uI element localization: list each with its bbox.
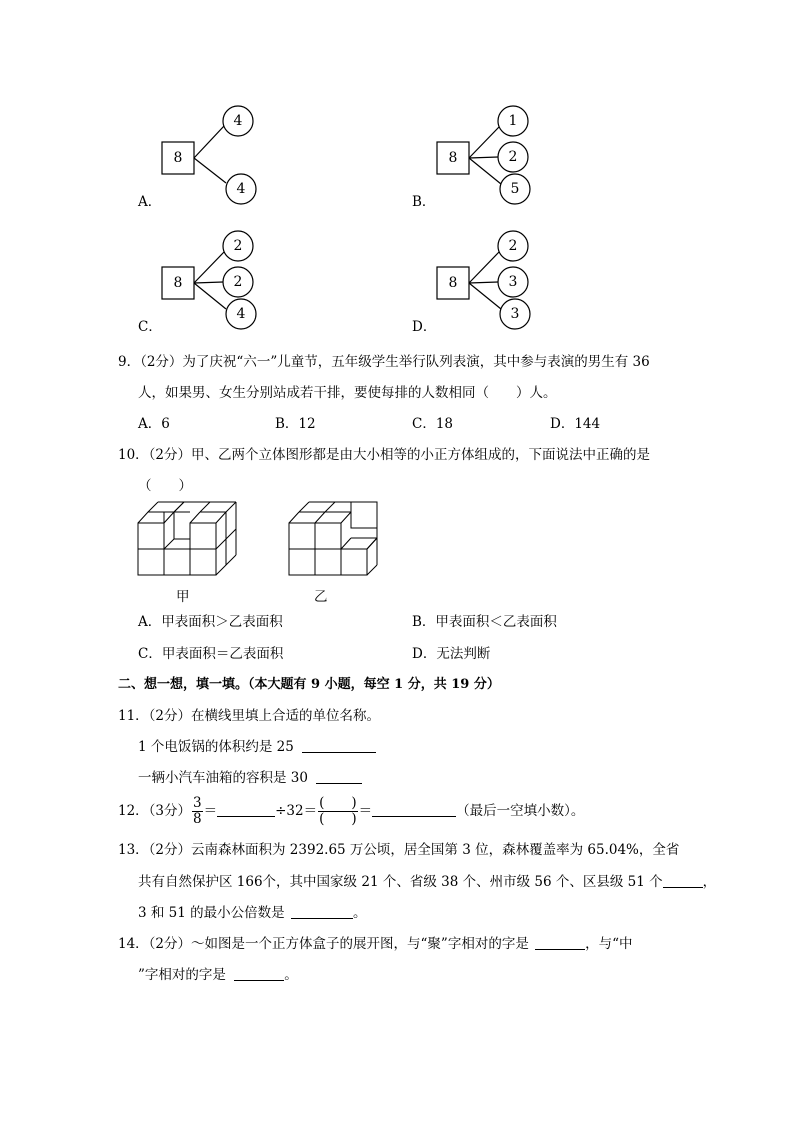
q11-item2 xyxy=(138,769,362,787)
q10-figure-label-jia: 甲 xyxy=(176,589,190,605)
q9-option-c: C．18 xyxy=(412,416,454,432)
fraction-numerator-blank[interactable]: ( ) xyxy=(319,795,357,811)
circle-value: 3 xyxy=(508,274,518,290)
square-value: 8 xyxy=(448,150,458,166)
q13-line3-end: 。 xyxy=(352,905,367,921)
answer-blank[interactable] xyxy=(234,966,284,981)
q11-item1-text: 1 个电饭锅的体积约是 25 xyxy=(138,739,294,755)
answer-blank[interactable] xyxy=(663,873,703,888)
circle-value: 3 xyxy=(510,306,520,322)
figure-jia xyxy=(138,502,236,575)
q11-item2-text: 一辆小汽车油箱的容积是 30 xyxy=(138,770,308,786)
answer-blank[interactable] xyxy=(302,738,376,753)
q13-line2-text: 共有自然保护区 166个，其中国家级 21 个、省级 38 个、州市级 56 个、区县级 51 个 xyxy=(138,874,663,890)
option-d-label: D． xyxy=(412,319,437,335)
q14-line1 xyxy=(118,935,633,953)
fraction-3-8 xyxy=(192,796,203,827)
q10-option-c: C．甲表面积＝乙表面积 xyxy=(138,646,284,662)
circle-value: 1 xyxy=(508,113,518,129)
q10-option-a: A．甲表面积＞乙表面积 xyxy=(138,614,283,630)
q9-stem-line1: 9．（2分）为了庆祝“六一”儿童节，五年级学生举行队列表演，其中参与表演的男生有 36 xyxy=(118,354,650,370)
equals-sign: ＝ xyxy=(203,803,218,819)
circle-value: 4 xyxy=(236,181,246,197)
q13-line2-end: ， xyxy=(702,874,717,890)
q10-figure-label-yi: 乙 xyxy=(314,589,328,605)
q13-line3-text: 3 和 51 的最小公倍数是 xyxy=(138,905,285,921)
q10-stem-line2: （ ） xyxy=(138,478,192,494)
q9-stem-line2: 人，如果男、女生分别站成若干排，要使每排的人数相同（ ）人。 xyxy=(138,385,557,401)
circle-value: 2 xyxy=(233,274,243,290)
q13-line3 xyxy=(138,904,366,922)
option-b-label: B． xyxy=(412,194,436,210)
q10-option-d: D．无法判断 xyxy=(412,646,491,662)
answer-blank[interactable] xyxy=(372,802,456,817)
option-a-label: A． xyxy=(138,194,162,210)
circle-value: 4 xyxy=(236,306,246,322)
q9-option-b: B．12 xyxy=(275,416,316,432)
q11-item1 xyxy=(138,738,376,756)
q14-line2 xyxy=(138,966,298,984)
fraction-denominator: 8 xyxy=(193,811,202,827)
answer-blank[interactable] xyxy=(291,904,353,919)
answer-blank[interactable] xyxy=(217,802,275,817)
fraction-denominator-blank[interactable]: ( ) xyxy=(319,811,357,827)
circle-value: 5 xyxy=(510,181,520,197)
q10-stem-line1: 10．（2分）甲、乙两个立体图形都是由大小相等的小正方体组成的，下面说法中正确的是 xyxy=(118,447,651,463)
option-c-label: C． xyxy=(138,319,162,335)
circle-value: 2 xyxy=(508,149,518,165)
q8-diagrams xyxy=(0,0,794,340)
square-value: 8 xyxy=(173,275,183,291)
circle-value: 4 xyxy=(233,113,243,129)
square-value: 8 xyxy=(173,150,183,166)
q13-line1: 13．（2分）云南森林面积为 2392.65 万公顷，居全国第 3 位，森林覆盖率为 65.04%，全省 xyxy=(118,842,680,858)
answer-blank[interactable] xyxy=(535,935,585,950)
q10-option-b: B．甲表面积＜乙表面积 xyxy=(412,614,557,630)
q12-suffix: （最后一空填小数）。 xyxy=(456,803,585,819)
fraction-numerator: 3 xyxy=(193,795,202,811)
q14-line1-mid: ，与“中 xyxy=(585,936,633,952)
q9-option-a: A．6 xyxy=(138,416,170,432)
section-heading: 二、想一想，填一填。（本大题有 9 小题，每空 1 分，共 19 分） xyxy=(118,677,500,692)
q14-line1-text: 14．（2分）～如图是一个正方体盒子的展开图，与“聚”字相对的字是 xyxy=(118,936,529,952)
q13-line2 xyxy=(138,873,716,891)
q11-stem: 11．（2分）在横线里填上合适的单位名称。 xyxy=(118,708,381,724)
circle-value: 2 xyxy=(233,238,243,254)
circle-value: 2 xyxy=(508,238,518,254)
q9-option-d: D．144 xyxy=(550,416,601,432)
equals-sign: ＝ xyxy=(358,803,373,819)
q12-line xyxy=(118,794,584,828)
divide-32: ÷32＝ xyxy=(275,803,318,819)
q14-line2-end: 。 xyxy=(284,967,298,983)
q10-cube-figures xyxy=(0,490,794,590)
square-value: 8 xyxy=(448,275,458,291)
fraction-blank[interactable] xyxy=(318,796,358,827)
q14-line2-text: ”字相对的字是 xyxy=(138,967,226,983)
answer-blank[interactable] xyxy=(316,769,362,784)
q12-prefix: 12．（3分） xyxy=(118,803,192,819)
figure-yi xyxy=(289,502,377,575)
